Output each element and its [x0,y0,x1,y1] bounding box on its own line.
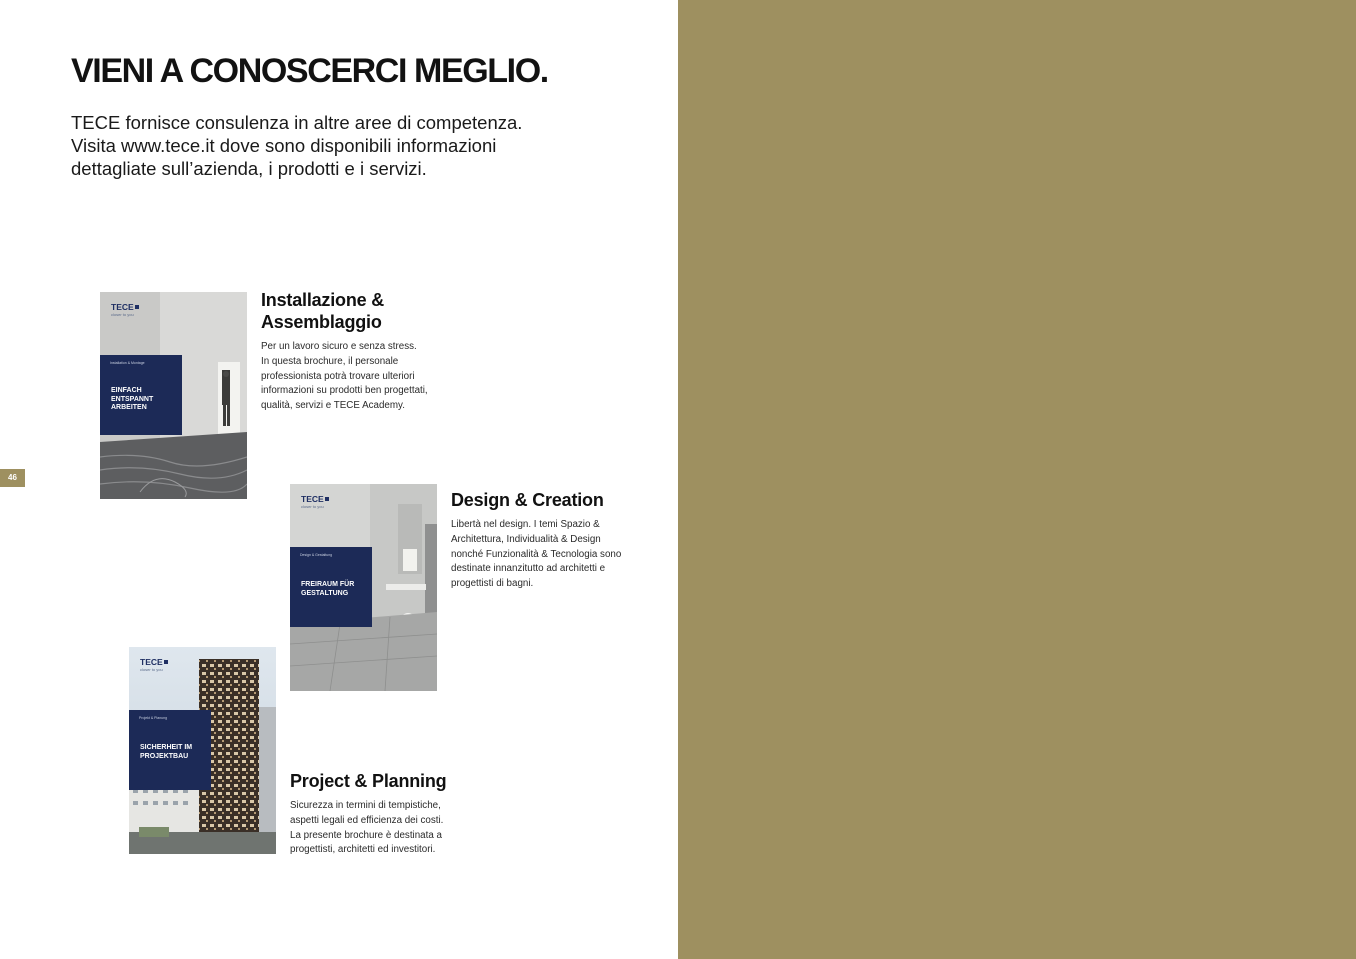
brochure-cover-design[interactable] [290,484,437,691]
intro-line: dettagliate sull’azienda, i prodotti e i servizi. [71,158,427,179]
cover-kicker: Projekt & Planung [139,716,168,720]
brochure-title-project: Project & Planning [290,771,447,791]
cover-title-panel [129,710,211,790]
cover-title: EINFACH ENTSPANNT ARBEITEN [111,387,154,411]
cover-title-panel [290,547,372,627]
cover-title: SICHERHEIT IM PROJEKTBAU [140,744,193,760]
right-page-color-panel [678,0,1356,959]
cover-kicker: Design & Gestaltung [300,553,333,557]
page-headline: VIENI A CONOSCERCI MEGLIO. [71,52,548,90]
brochure-cover-installation[interactable] [100,292,247,499]
intro-line: TECE fornisce consulenza in altre aree di competenza. [71,112,523,133]
intro-paragraph [71,111,591,180]
cover-title: FREIRAUM FÜR GESTALTUNG [301,581,355,597]
brochure-desc-installation: Per un lavoro sicuro e senza stress. In questa brochure, il personale professionista potrà trovare ulteriori informazioni su prodotti ben progettati, qualità, servizi e TECE Academy. [261,341,428,412]
tece-logo: TECE closer to you [301,495,329,509]
brochure-cover-project[interactable] [129,647,276,854]
intro-line: Visita www.tece.it dove sono disponibili informazioni [71,135,497,156]
brochure-desc-project: Sicurezza in termini di tempistiche, aspetti legali ed efficienza dei costi. La presente brochure è destinata a progettisti, architetti ed investitori. [290,800,444,856]
page-number-badge: 46 [0,469,25,487]
brochure-title-design: Design & Creation [451,490,604,510]
brochure-title-installation: Installazione & Assemblaggio [261,290,385,332]
cover-title-panel [100,355,182,435]
brochure-desc-design: Libertà nel design. I temi Spazio & Architettura, Individualità & Design nonché Funzionalità & Tecnologia sono destinate innanzitutto ad architetti e progettisti di bagni. [451,519,622,590]
tece-logo: TECE closer to you [140,658,168,672]
cover-kicker: Installation & Montage [110,361,145,365]
tece-logo: TECE closer to you [111,303,139,317]
